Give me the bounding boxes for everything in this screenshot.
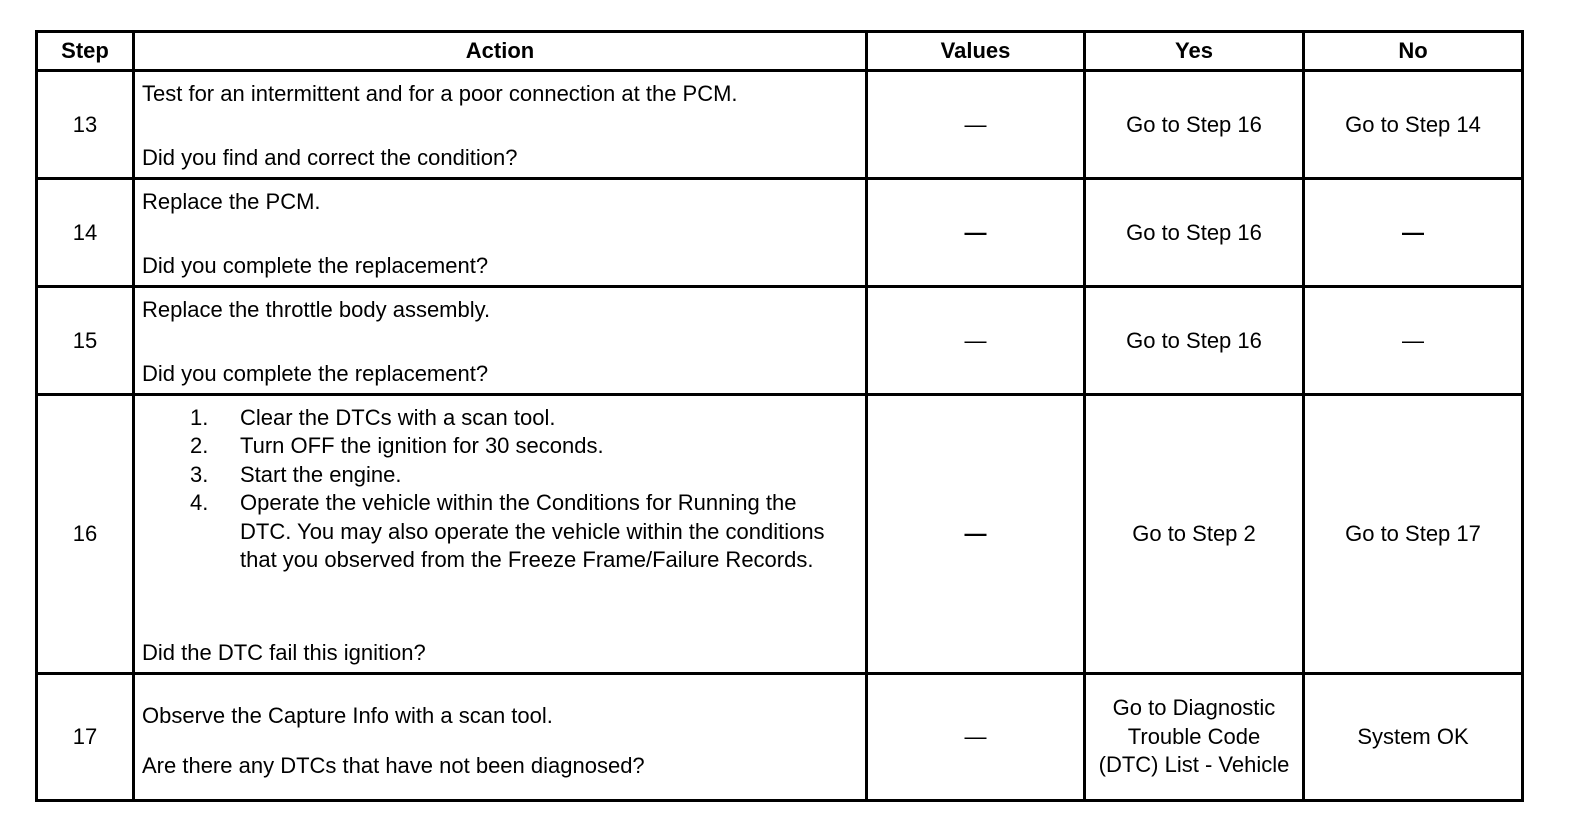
header-action: Action [134,32,867,71]
values-cell [867,395,1085,674]
substep-text: Start the engine. [240,461,402,487]
substep-text: Operate the vehicle within the Conditions for Running the DTC. You may also operate the vehicle within the conditions that you observed from the Freeze Frame/Failure Records. [240,490,825,572]
em-dash: — [964,724,987,749]
no-cell: Go to Step 17 [1304,395,1523,674]
table-row [37,395,1523,674]
table-row [37,287,1523,395]
header-values: Values [867,32,1085,71]
yes-cell: Go to Step 16 [1085,71,1304,179]
header-yes: Yes [1085,32,1304,71]
header-row [37,32,1523,71]
step-number: 13 [37,71,134,179]
em-dash: — [1402,327,1424,353]
no-cell [1304,287,1523,395]
action-cell [134,71,867,179]
action-cell [134,395,867,674]
substep-text: Clear the DTCs with a scan tool. [240,404,556,430]
table-row [37,71,1523,179]
list-item [190,404,857,433]
values-cell [867,287,1085,395]
no-cell: Go to Step 14 [1304,71,1523,179]
step-number: 16 [37,395,134,674]
step-number: 15 [37,287,134,395]
action-question: Did the DTC fail this ignition? [142,639,426,665]
yes-cell: Go to Step 16 [1085,287,1304,395]
step-number: 17 [37,674,134,801]
no-cell: System OK [1304,674,1523,801]
step-number: 14 [37,179,134,287]
action-text: Test for an intermittent and for a poor connection at the PCM. [142,80,738,106]
action-cell [134,287,867,395]
em-dash: — [1402,219,1424,245]
substep-number: 3. [190,461,209,487]
list-item [190,432,857,461]
em-dash: — [964,521,987,546]
action-cell [134,674,867,801]
action-text: Observe the Capture Info with a scan tool. [142,703,553,728]
substep-text: Turn OFF the ignition for 30 seconds. [240,433,604,458]
values-cell [867,179,1085,287]
em-dash: — [964,327,987,353]
action-text: Replace the PCM. [142,188,321,214]
header-step: Step [37,32,134,71]
substep-number: 1. [190,404,209,430]
em-dash: — [964,112,987,138]
yes-cell: Go to Step 2 [1085,395,1304,674]
table-row [37,674,1523,801]
substep-number: 4. [190,490,209,515]
substep-list [142,404,857,575]
values-cell [867,674,1085,801]
values-cell [867,71,1085,179]
list-item [190,489,830,575]
yes-link-text: Go to Diagnostic Trouble Code (DTC) List - Vehicle [1098,695,1290,778]
yes-cell [1085,674,1304,801]
action-cell [134,179,867,287]
action-question: Are there any DTCs that have not been diagnosed? [142,753,645,778]
no-cell [1304,179,1523,287]
em-dash: — [964,219,987,245]
yes-cell: Go to Step 16 [1085,179,1304,287]
action-question: Did you complete the replacement? [142,360,489,386]
diagnostic-table [35,30,1524,802]
table-row [37,179,1523,287]
action-question: Did you complete the replacement? [142,252,489,278]
substep-number: 2. [190,433,209,458]
list-item [190,461,857,490]
header-no: No [1304,32,1523,71]
action-question: Did you find and correct the condition? [142,144,518,170]
action-text: Replace the throttle body assembly. [142,296,491,322]
